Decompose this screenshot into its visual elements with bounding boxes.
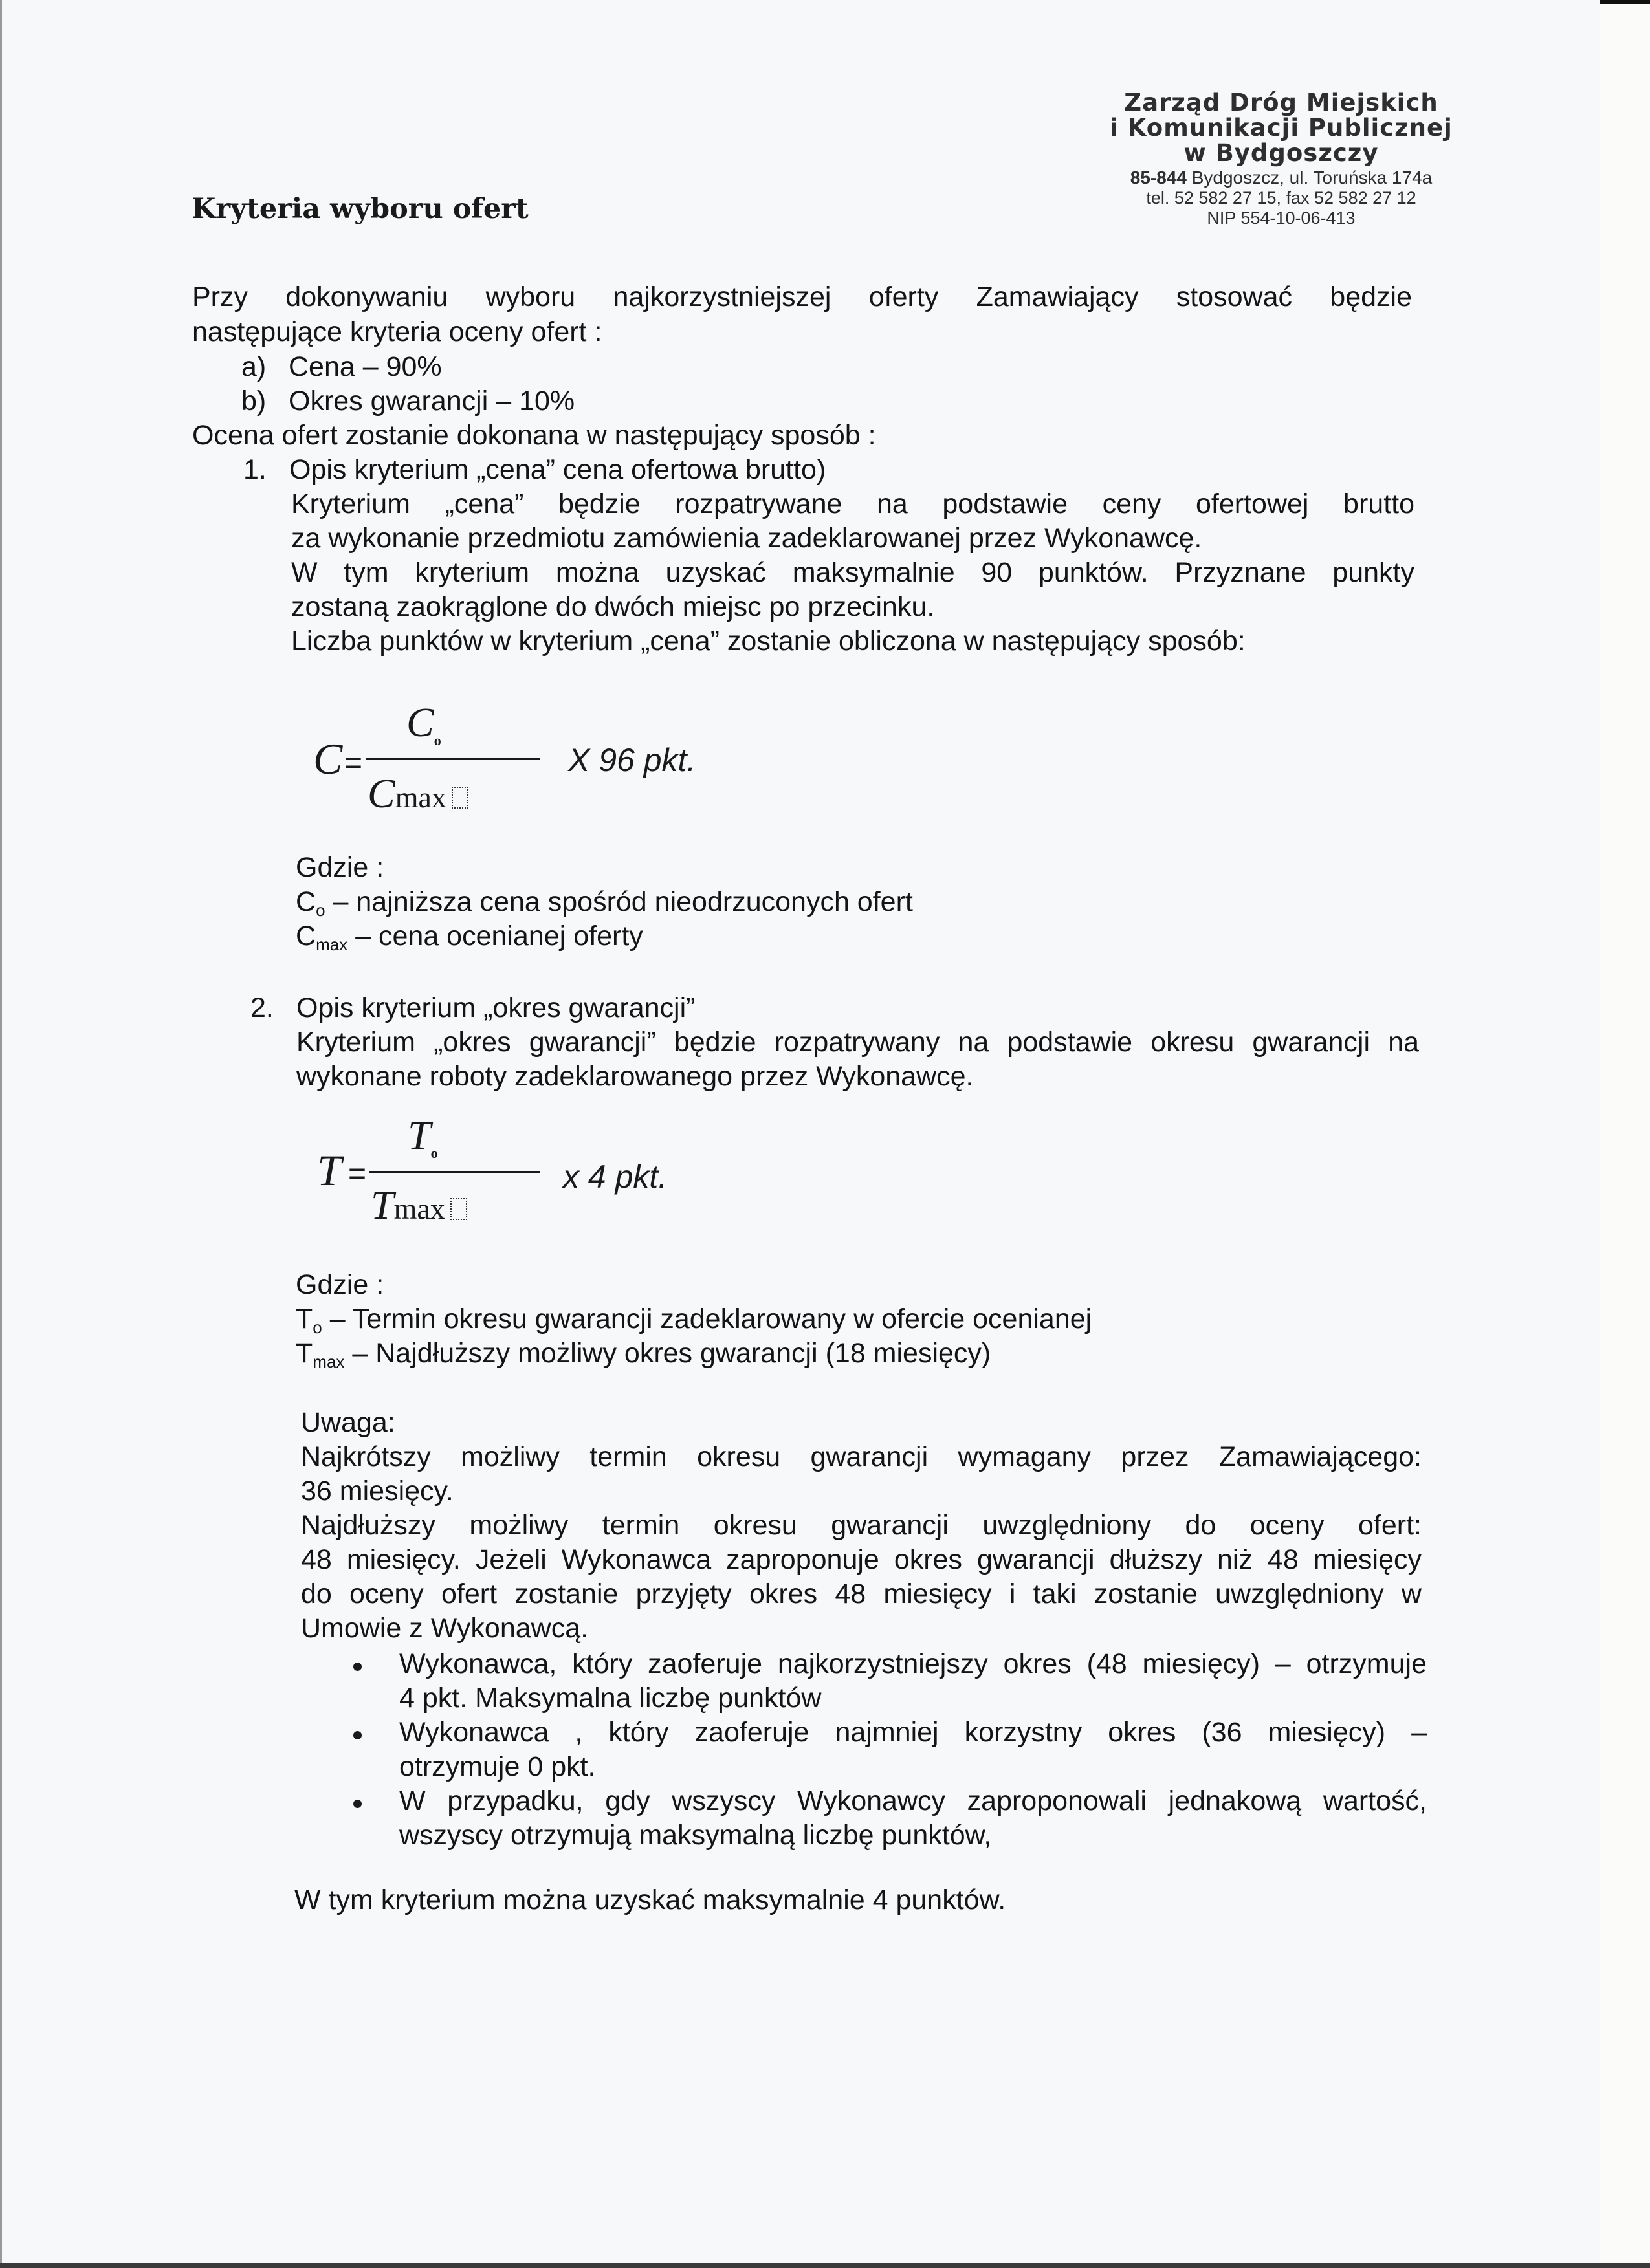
section-1-line-1: Kryterium „cena” będzie rozpatrywane na podstawie ceny ofertowej brutto: [291, 488, 1414, 519]
formula-t-numerator: $T_o$: [408, 1112, 438, 1161]
note-line-3: Najdłuższy możliwy termin okresu gwarancji uwzględniony do oceny ofert:: [301, 1510, 1422, 1541]
formula-t-denominator: Tmax: [371, 1181, 467, 1229]
document-title: Kryteria wyboru ofert: [192, 193, 529, 225]
bullet-1-line-1: Wykonawca, który zaoferuje najkorzystniejszy okres (48 miesięcy) – otrzymuje: [399, 1648, 1427, 1679]
section-1-where-label: Gdzie :: [296, 852, 384, 883]
formula-t-fraction-bar: [369, 1171, 540, 1173]
criterion-b-text: Okres gwarancji – 10%: [289, 386, 575, 417]
bullet-2-line-1: Wykonawca , który zaoferuje najmniej korzystny okres (36 miesięcy) –: [399, 1717, 1427, 1748]
section-2-line-1: Kryterium „okres gwarancji” będzie rozpatrywany na podstawie okresu gwarancji na: [296, 1027, 1419, 1058]
stamp-nip: NIP 554-10-06-413: [1207, 208, 1356, 228]
formula-t-multiplier: x 4 pkt.: [563, 1159, 668, 1195]
missing-glyph-icon: [450, 1198, 467, 1220]
formula-c-lhs: C: [313, 734, 343, 783]
formula-c-denominator: Cmax: [368, 770, 468, 818]
scan-edge-right: [1600, 4, 1650, 2268]
section-1-heading: Opis kryterium „cena” cena ofertowa brutto): [289, 454, 826, 485]
bullet-icon: [353, 1663, 362, 1671]
stamp-phone: tel. 52 582 27 15, fax 52 582 27 12: [1146, 188, 1416, 208]
formula-c-equals: =: [344, 746, 363, 780]
section-1-line-5: Liczba punktów w kryterium „cena” zostanie obliczona w następujący sposób:: [291, 626, 1246, 657]
stamp-postal-code: 85-844: [1130, 168, 1187, 188]
note-line-2: 36 miesięcy.: [301, 1476, 454, 1507]
section-1-line-2: za wykonanie przedmiotu zamówienia zadeklarowanej przez Wykonawcę.: [291, 523, 1202, 554]
bullet-1-line-2: 4 pkt. Maksymalna liczbę punktów: [399, 1683, 822, 1714]
bullet-2-line-2: otrzymuje 0 pkt.: [399, 1751, 596, 1782]
definition-t-max: $T_{max}$ – Najdłuższy możliwy okres gwarancji (18 miesięcy): [296, 1338, 991, 1371]
intro-line-2: następujące kryteria oceny ofert :: [192, 316, 602, 347]
organization-stamp: [1100, 91, 1462, 227]
section-2-where-label: Gdzie :: [296, 1269, 384, 1300]
stamp-line-1: Zarząd Dróg Miejskich: [1124, 89, 1438, 116]
section-2-line-2: wykonane roboty zadeklarowanego przez Wykonawcę.: [296, 1061, 974, 1092]
closing-line: W tym kryterium można uzyskać maksymalnie 4 punktów.: [294, 1884, 1006, 1915]
criterion-a-marker: a): [241, 351, 267, 382]
note-line-6: Umowie z Wykonawcą.: [301, 1613, 589, 1644]
bullet-icon: [353, 1800, 362, 1808]
scan-edge-left: [0, 0, 2, 2268]
section-1-number: 1.: [243, 454, 267, 485]
stamp-line-3: w Bydgoszczy: [1183, 139, 1379, 167]
formula-c-numerator: $C_o$: [406, 699, 441, 748]
criterion-b-marker: b): [241, 386, 267, 417]
intro-line-1: Przy dokonywaniu wyboru najkorzystniejszej oferty Zamawiający stosować będzie: [192, 281, 1412, 312]
note-line-1: Najkrótszy możliwy termin okresu gwarancji wymagany przez Zamawiającego:: [301, 1441, 1422, 1472]
note-line-5: do oceny ofert zostanie przyjęty okres 48 miesięcy i taki zostanie uwzględniony w: [301, 1578, 1422, 1609]
bullet-3-line-2: wszyscy otrzymują maksymalną liczbę punktów,: [399, 1820, 992, 1851]
section-1-line-4: zostaną zaokrąglone do dwóch miejsc po przecinku.: [291, 591, 935, 622]
method-line: Ocena ofert zostanie dokonana w następujący sposób :: [192, 420, 876, 451]
missing-glyph-icon: [452, 787, 468, 809]
formula-t-lhs: T: [317, 1146, 342, 1195]
section-2-heading: Opis kryterium „okres gwarancji”: [296, 992, 696, 1023]
section-1-line-3: W tym kryterium można uzyskać maksymalnie 90 punktów. Przyznane punkty: [291, 557, 1414, 588]
section-2-number: 2.: [250, 992, 274, 1023]
formula-c-multiplier: X 96 pkt.: [568, 742, 696, 778]
scan-edge-bottom: [0, 2263, 1650, 2268]
definition-c-o: $C_o$ – najniższa cena spośród nieodrzuconych ofert: [296, 886, 913, 920]
stamp-street: Bydgoszcz, ul. Toruńska 174a: [1191, 168, 1433, 188]
bullet-icon: [353, 1731, 362, 1739]
bullet-3-line-1: W przypadku, gdy wszyscy Wykonawcy zaproponowali jednakową wartość,: [399, 1785, 1427, 1816]
stamp-line-2: i Komunikacji Publicznej: [1110, 114, 1453, 142]
note-label: Uwaga:: [301, 1407, 395, 1438]
definition-c-max: $C_{max}$ – cena ocenianej oferty: [296, 921, 643, 954]
formula-c-fraction-bar: [366, 758, 540, 760]
criterion-a-text: Cena – 90%: [289, 351, 442, 382]
note-line-4: 48 miesięcy. Jeżeli Wykonawca zaproponuje okres gwarancji dłuższy niż 48 miesięcy: [301, 1544, 1422, 1575]
stamp-address: [1100, 169, 1462, 187]
formula-t-equals: =: [348, 1157, 367, 1191]
definition-t-o: $T_o$ – Termin okresu gwarancji zadeklarowany w ofercie ocenianej: [296, 1303, 1092, 1337]
